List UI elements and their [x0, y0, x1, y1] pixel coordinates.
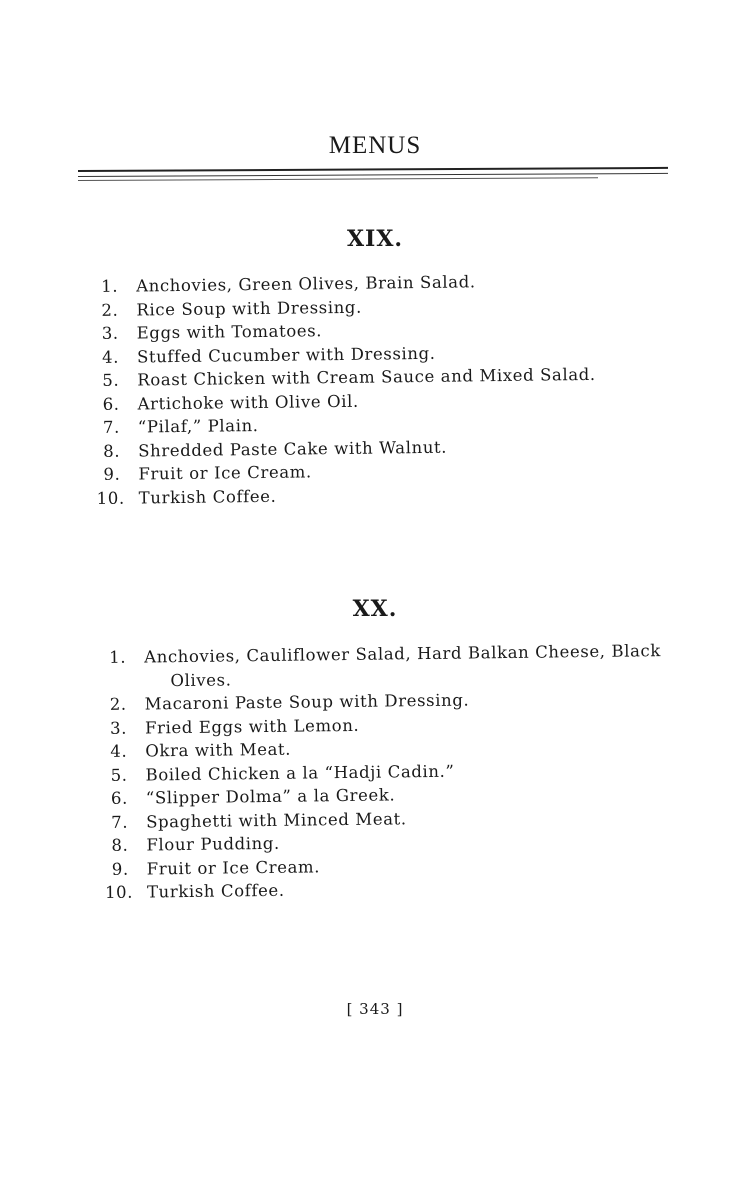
item-text: Okra with Meat.	[145, 739, 292, 761]
item-text: Eggs with Tomatoes.	[136, 321, 323, 343]
list-item	[97, 480, 598, 510]
item-text: Fruit or Ice Cream.	[146, 856, 321, 878]
item-number: 4.	[110, 741, 128, 761]
item-number: 2.	[101, 300, 119, 320]
menu-title-xix: XIX.	[346, 226, 404, 252]
item-text: Turkish Coffee.	[146, 880, 285, 902]
item-number: 4.	[101, 347, 120, 367]
list-item	[102, 639, 661, 693]
page-title: MENUS	[328, 132, 422, 159]
item-number: 7.	[102, 417, 120, 437]
item-number: 6.	[110, 788, 128, 808]
item-number: 8.	[103, 441, 121, 461]
item-text: “Pilaf,” Plain.	[137, 416, 259, 437]
item-text: Artichoke with Olive Oil.	[137, 391, 359, 413]
menu-title-xx: XX.	[352, 596, 398, 622]
header-rule	[78, 177, 598, 181]
item-number: 8.	[111, 835, 129, 855]
item-text: Shredded Paste Cake with Walnut.	[138, 437, 448, 460]
page-number: [ 343 ]	[346, 1000, 404, 1018]
item-text: Rice Soup with Dressing.	[136, 297, 362, 319]
item-number: 3.	[109, 718, 128, 738]
menu-list-xx	[102, 639, 664, 904]
item-number: 10.	[104, 882, 134, 902]
item-text: Stuffed Cucumber with Dressing.	[136, 343, 436, 366]
item-number: 1.	[101, 276, 119, 296]
item-number: 6.	[102, 394, 120, 414]
item-text: Turkish Coffee.	[138, 486, 277, 507]
item-number: 5.	[110, 765, 128, 785]
item-number: 2.	[109, 694, 127, 714]
item-number: 9.	[111, 859, 129, 879]
item-text-continuation: Olives.	[170, 669, 232, 690]
item-number: 5.	[102, 370, 120, 390]
item-text: Fruit or Ice Cream.	[138, 462, 312, 484]
item-text: Boiled Chicken a la “Hadji Cadin.”	[145, 761, 455, 784]
item-number: 3.	[101, 323, 119, 343]
item-text: Anchovies, Green Olives, Brain Salad.	[136, 272, 476, 296]
header-rule	[78, 167, 668, 172]
menu-list-xix	[94, 269, 597, 510]
item-text: Fried Eggs with Lemon.	[144, 715, 360, 737]
item-number: 10.	[96, 488, 125, 508]
item-text: Macaroni Paste Soup with Dressing.	[144, 690, 470, 714]
item-text: Anchovies, Cauliflower Salad, Hard Balkan Cheese, Black	[144, 641, 662, 667]
item-text: Spaghetti with Minced Meat.	[146, 808, 407, 831]
item-text: Roast Chicken with Cream Sauce and Mixed Salad.	[137, 364, 596, 390]
item-number: 9.	[103, 464, 121, 484]
item-number: 1.	[109, 647, 127, 667]
item-text: Flour Pudding.	[146, 833, 280, 855]
item-text: “Slipper Dolma” a la Greek.	[145, 785, 396, 808]
item-number: 7.	[111, 812, 129, 832]
